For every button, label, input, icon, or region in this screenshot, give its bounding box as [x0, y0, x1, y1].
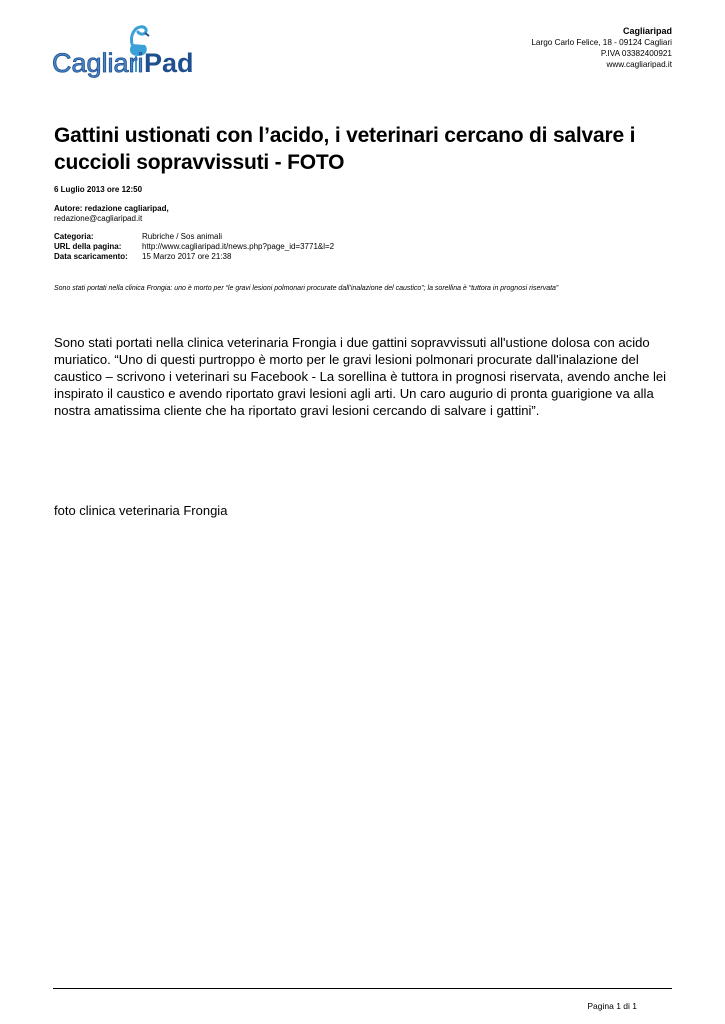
photo-caption: foto clinica veterinaria Frongia [54, 503, 228, 518]
article-body: Sono stati portati nella clinica veterinaria Frongia i due gattini sopravvissuti all'ustione dolosa con acido muriatico. “Uno di questi purtroppo è morto per le gravi lesioni polmonari procurate dall'inalazione del caustico – scrivono i veterinari su Facebook - La sorellina è tuttora in prognosi riservata, avendo anche lei inspirato il caustico e avendo riportato gravi lesioni agli arti. Un caro augurio di pronta guarigione va alla nostra amatissima cliente che ha riportato gravi lesioni cercando di salvare i gattini”. [54, 335, 667, 418]
meta-category-value: Rubriche / Sos animali [142, 232, 223, 241]
meta-category-label: Categoria: [54, 232, 94, 241]
author-label: Autore: redazione cagliaripad, [54, 204, 169, 213]
article-title: Gattini ustionati con l’acido, i veterinari cercano di salvare i cuccioli sopravvissuti - FOTO [54, 124, 636, 174]
footer-divider [53, 988, 672, 989]
meta-download-value: 15 Marzo 2017 ore 21:38 [142, 252, 232, 261]
company-website[interactable]: www.cagliaripad.it [606, 60, 672, 69]
meta-download-label: Data scaricamento: [54, 252, 128, 261]
logo-text-cagliari: Cagliari [52, 48, 144, 78]
page-number: Pagina 1 di 1 [587, 1001, 637, 1011]
article-date: 6 Luglio 2013 ore 12:50 [54, 185, 143, 194]
company-vat: P.IVA 03382400921 [600, 49, 672, 58]
company-name: Cagliaripad [622, 26, 672, 36]
company-address: Largo Carlo Felice, 18 - 09124 Cagliari [531, 38, 672, 47]
meta-url-row [54, 242, 334, 252]
article-meta [54, 232, 334, 262]
article-summary: Sono stati portati nella clinica Frongia: uno è morto per “le gravi lesioni polmonari procurate dall’inalazione del caustico”; la sorellina è “tuttora in prognosi riservata” [54, 285, 559, 292]
author-email[interactable]: redazione@cagliaripad.it [54, 214, 143, 223]
company-info [531, 26, 672, 70]
meta-url-label: URL della pagina: [54, 242, 122, 251]
meta-download-row [54, 252, 334, 262]
cagliaripad-logo [50, 22, 192, 84]
author-block [54, 204, 169, 224]
meta-category-row [54, 232, 334, 242]
meta-url-value[interactable]: http://www.cagliaripad.it/news.php?page_id=3771&l=2 [142, 242, 335, 251]
logo-text-pad: Pad [144, 48, 192, 78]
